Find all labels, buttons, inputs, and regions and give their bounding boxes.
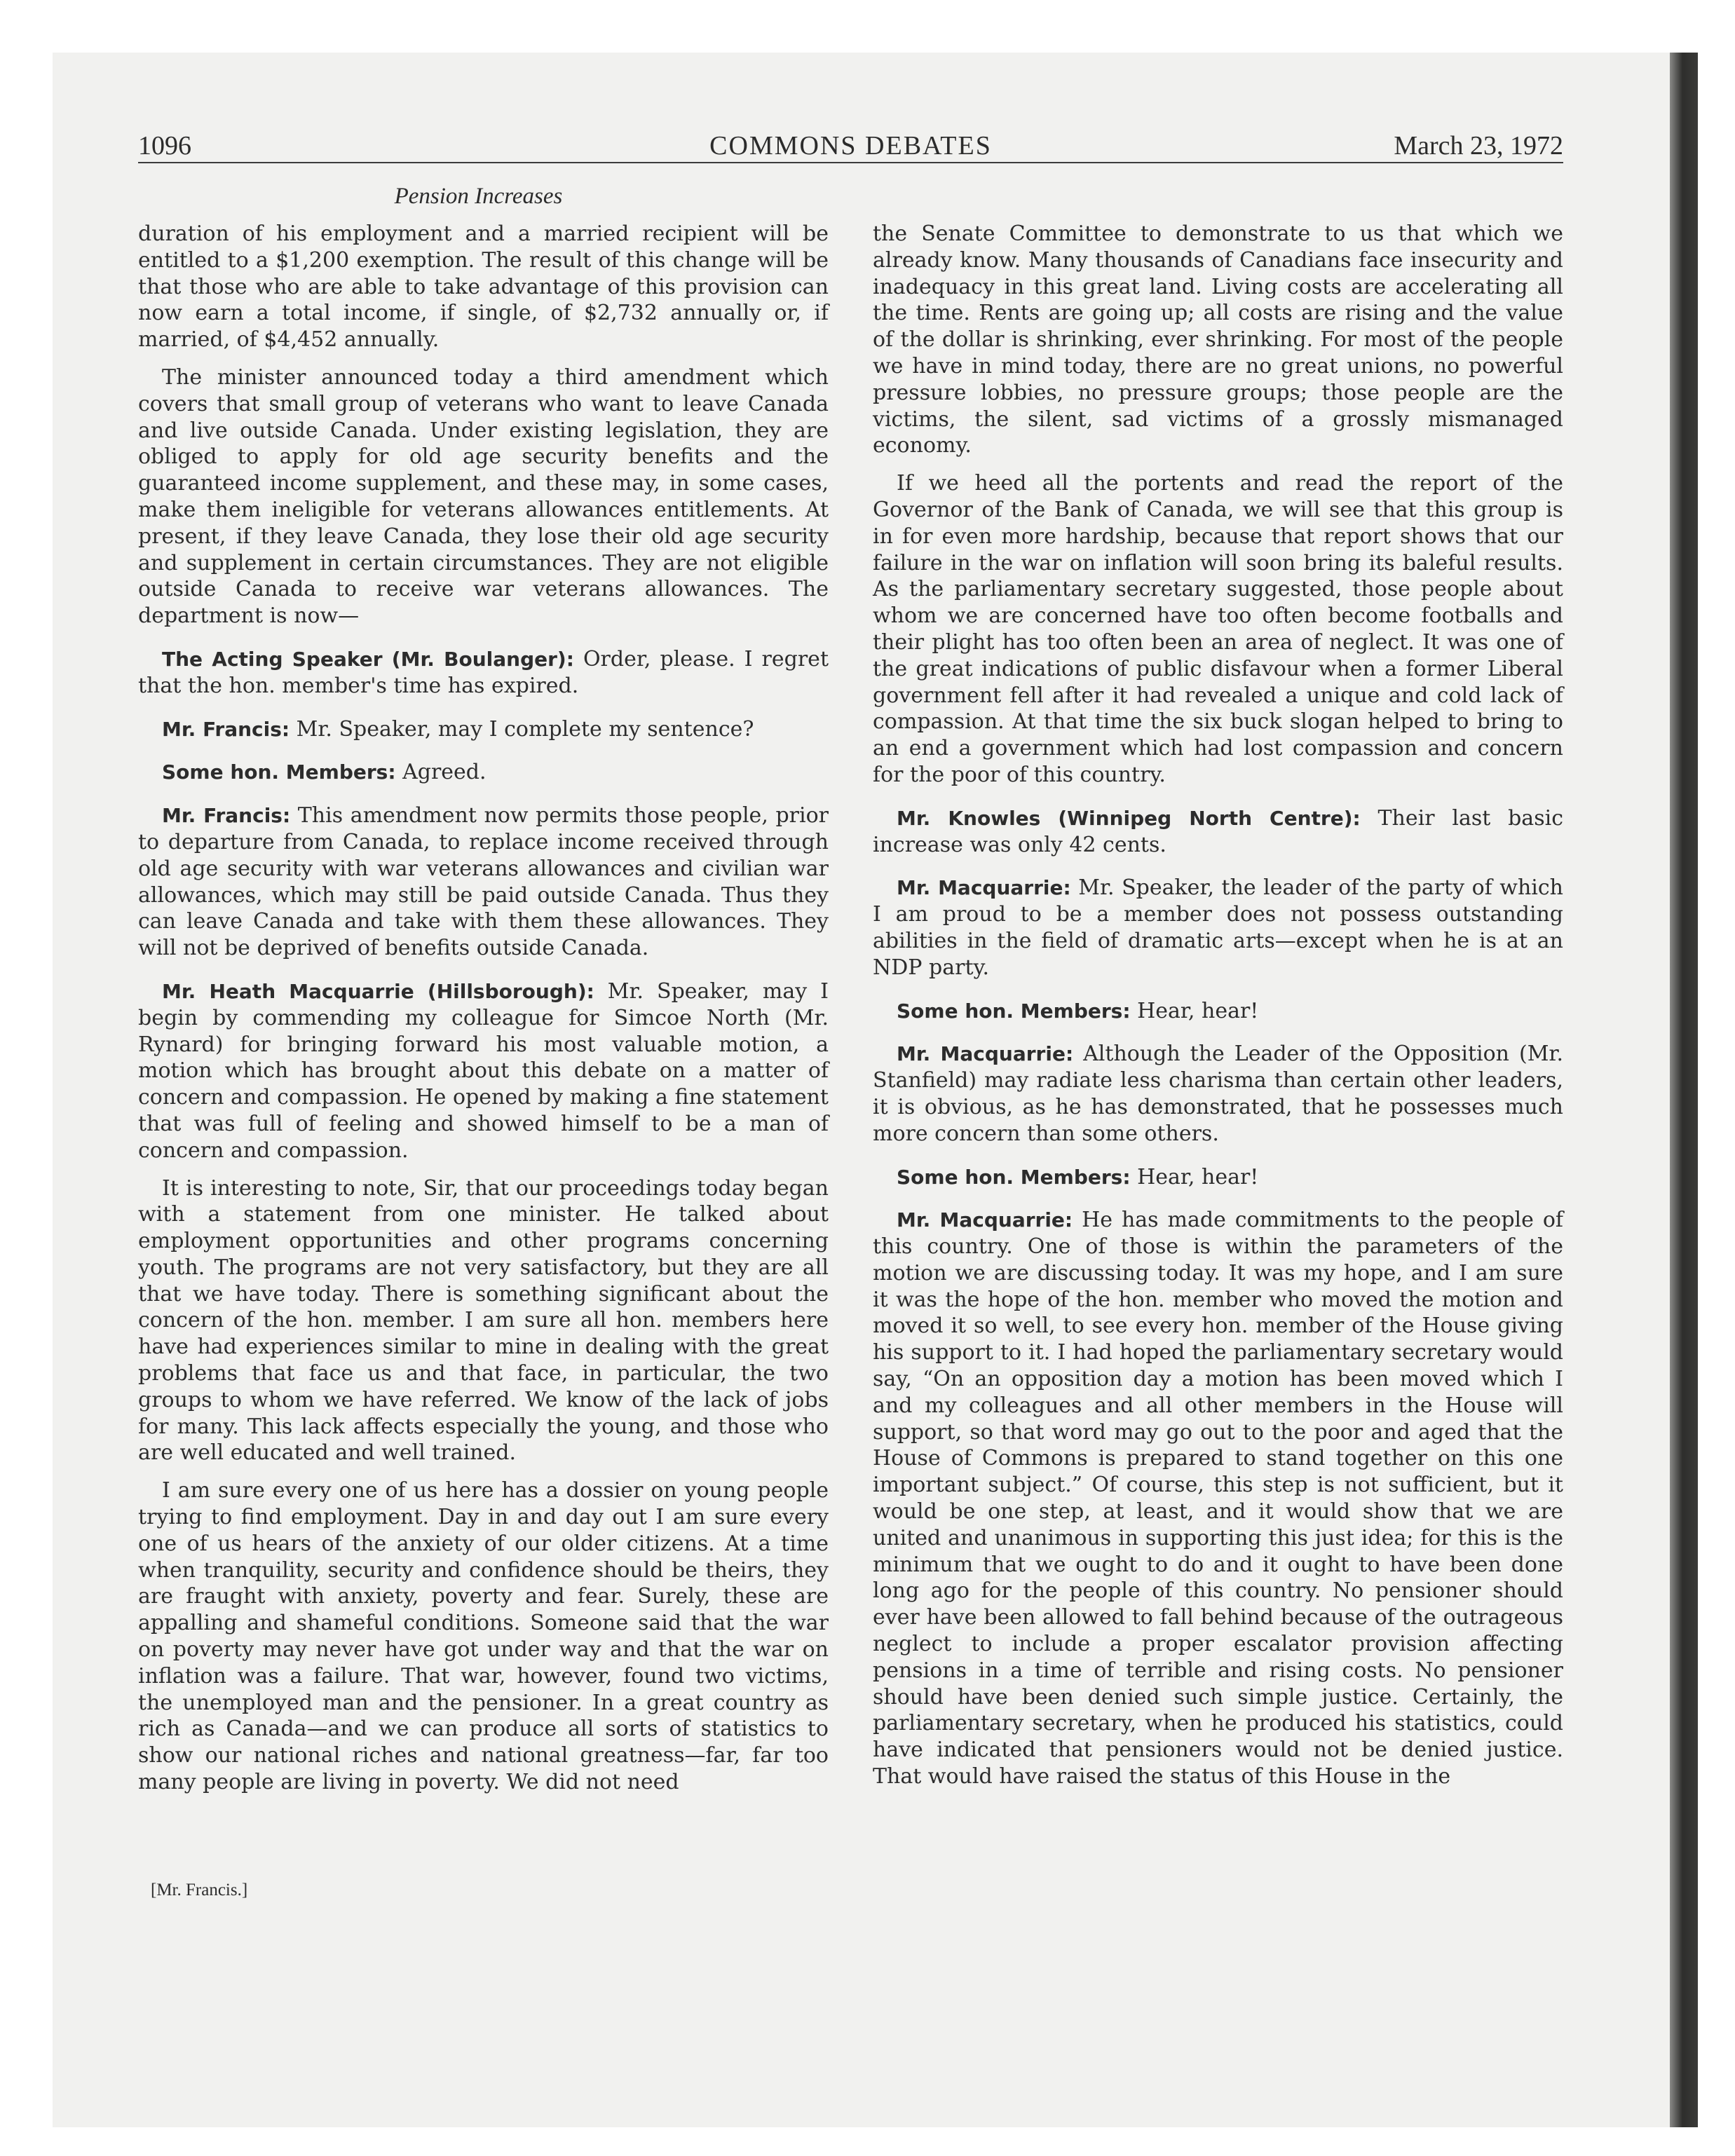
page-number: 1096 [138, 131, 191, 161]
paragraph-text: Agreed. [395, 760, 487, 785]
paragraph-text: Hear, hear! [1130, 1164, 1259, 1189]
speech-paragraph [138, 978, 829, 1164]
speech-paragraph [873, 805, 1563, 859]
paragraph-text: It is interesting to note, Sir, that our proceedings today began with a statement from one minister. He talked about employment opportunities and other programs concerning youth. The programs are not very satisfactory, but they are all that we have today. There is something significant about the concern of the hon. member. I am sure all hon. members here have had experiences similar to mine in dealing with the great problems that face us and that face, in particular, the two groups to whom we have referred. We know of the lack of jobs for many. This lack affects especially the young, and those who are well educated and well trained. [138, 1175, 829, 1466]
paragraph-text: Mr. Speaker, may I begin by commending my colleague for Simcoe North (Mr. Rynard) for bringing forward his most valuable motion, a motion which has brought about this debate on a matter of concern and compassion. He opened by making a fine statement that was full of feeling and showed himself to be a man of concern and compassion. [138, 978, 829, 1163]
paragraph-text: Hear, hear! [1130, 998, 1259, 1023]
paragraph-text: Mr. Speaker, may I complete my sentence? [290, 716, 754, 742]
speech-paragraph [138, 803, 829, 962]
publication-title: COMMONS DEBATES [709, 131, 992, 161]
header-date: March 23, 1972 [1394, 131, 1563, 161]
section-title: Pension Increases [394, 184, 563, 209]
paragraph-text: Their last basic increase was only 42 cents. [873, 805, 1563, 857]
text-paragraph [873, 221, 1563, 459]
text-paragraph [138, 1175, 829, 1467]
paragraph-text: If we heed all the portents and read the report of the Governor of the Bank of Canada, we will see that this group is in for even more hardship, because that report shows that our failure in the war on inflation will soon bring its baleful results. As the parliamentary secretary suggested, those people about whom we are concerned have too often become footballs and their plight has too often been an area of neglect. It was one of the great indications of public disfavour when a former Liberal government fell after it had revealed a unique and cold lack of compassion. At that time the six buck slogan helped to bring to an end a government which had lost compassion and concern for the poor of this country. [873, 471, 1563, 787]
speaker-name: Some hon. Members: [897, 1165, 1131, 1189]
text-paragraph [138, 1478, 829, 1796]
paragraph-text: Order, please. I regret that the hon. member's time has expired. [138, 646, 829, 698]
paragraph-text: The minister announced today a third amendment which covers that small group of veterans who want to leave Canada and live outside Canada. Under existing legislation, they are obliged to apply for old age security benefits and the guaranteed income supplement, and these may, in some cases, make them ineligible for veterans allowances entitlements. At present, if they leave Canada, they lose their old age security and supplement in certain circumstances. They are not eligible outside Canada to receive war veterans allowances. The department is now— [138, 364, 829, 629]
paragraph-text: the Senate Committee to demonstrate to us that which we already know. Many thousands of Canadians face insecurity and inadequacy in this great land. Living costs are accelerating all the time. Rents are going up; all costs are rising and the value of the dollar is shrinking, ever shrinking. For most of the people we have in mind today, there are no great unions, no powerful pressure lobbies, no pressure groups; those people are the victims, the silent, sad victims of a grossly mismanaged economy. [873, 221, 1563, 458]
paragraph-text: This amendment now permits those people, prior to departure from Canada, to replace income received through old age security with war veterans allowances and civilian war allowances, which may still be paid outside Canada. Thus they can leave Canada and take with them these allowances. They will not be deprived of benefits outside Canada. [138, 803, 829, 961]
speech-paragraph [138, 716, 829, 743]
speech-paragraph [873, 1041, 1563, 1147]
right-column [873, 221, 1563, 1801]
speaker-name: Some hon. Members: [162, 760, 396, 784]
speaker-footnote: [Mr. Francis.] [151, 1881, 248, 1899]
header-rule [138, 162, 1563, 163]
speaker-name: Mr. Heath Macquarrie (Hillsborough): [162, 979, 594, 1003]
text-paragraph [138, 364, 829, 629]
speech-paragraph [138, 646, 829, 700]
speaker-name: Mr. Macquarrie: [897, 876, 1071, 900]
running-header [138, 130, 1563, 164]
text-paragraph [873, 470, 1563, 789]
text-paragraph [138, 221, 829, 353]
paragraph-text: He has made commitments to the people of this country. One of those is within the parameters of the motion we are discussing today. It was my hope, and I am sure it was the hope of the hon. member who moved the motion and moved it so well, to see every hon. member of the House giving his support to it. I had hoped the parliamentary secretary would say, “On an opposition day a motion has been moved which I and my colleagues and all other members in the House will support, so that word may go out to the poor and aged that the House of Commons is prepared to stand together on this one important subject.” Of course, this step is not sufficient, but it would be one step, at least, and it would show that we are united and unanimous in supporting this just idea; for this is the minimum that we ought to do and it ought to have been done long ago for the people of this country. No pensioner should ever have been allowed to fall behind because of the outrageous neglect to include a proper escalator provision affecting pensions in a time of terrible and rising costs. No pensioner should have been denied such simple justice. Certainly, the parliamentary secretary, when he produced his statistics, could have indicated that pensioners would not be denied justice. That would have raised the status of this House in the [873, 1208, 1563, 1789]
speaker-name: Some hon. Members: [897, 999, 1131, 1023]
speech-paragraph [873, 1207, 1563, 1790]
speech-paragraph [138, 759, 829, 786]
speaker-name: Mr. Francis: [162, 804, 291, 828]
speech-paragraph [873, 875, 1563, 981]
speech-paragraph [873, 998, 1563, 1025]
paragraph-text: Mr. Speaker, the leader of the party of which I am proud to be a member does not possess outstanding abilities in the field of dramatic arts—except when he is at an NDP party. [873, 875, 1563, 980]
paragraph-text: Although the Leader of the Opposition (Mr. Stanfield) may radiate less charisma than certain other leaders, it is obvious, as he has demonstrated, that he possesses much more concern than some others. [873, 1042, 1563, 1146]
speaker-name: Mr. Francis: [162, 717, 290, 741]
speaker-name: Mr. Knowles (Winnipeg North Centre): [897, 806, 1361, 830]
speaker-name: Mr. Macquarrie: [897, 1208, 1073, 1232]
paragraph-text: duration of his employment and a married recipient will be entitled to a $1,200 exemption. The result of this change will be that those who are able to take advantage of this provision can now earn a total income, if single, of $2,732 annually or, if married, of $4,452 annually. [138, 221, 829, 353]
left-column [138, 221, 829, 1807]
speaker-name: The Acting Speaker (Mr. Boulanger): [162, 647, 574, 671]
scan-edge-shadow [1670, 53, 1698, 2127]
paragraph-text: I am sure every one of us here has a dossier on young people trying to find employment. Day in and day out I am sure every one of us hears of the anxiety of our older citizens. At a time when tranquility, security and confidence should be theirs, they are fraught with anxiety, poverty and fear. Surely, these are appalling and shameful conditions. Someone said that the war on poverty may never have got under way and that the war on inflation was a failure. That war, however, found two victims, the unemployed man and the pensioner. In a great country as rich as Canada—and we can produce all sorts of statistics to show our national riches and national greatness—far, far too many people are living in poverty. We did not need [138, 1478, 829, 1795]
speaker-name: Mr. Macquarrie: [897, 1042, 1074, 1066]
speech-paragraph [873, 1164, 1563, 1191]
